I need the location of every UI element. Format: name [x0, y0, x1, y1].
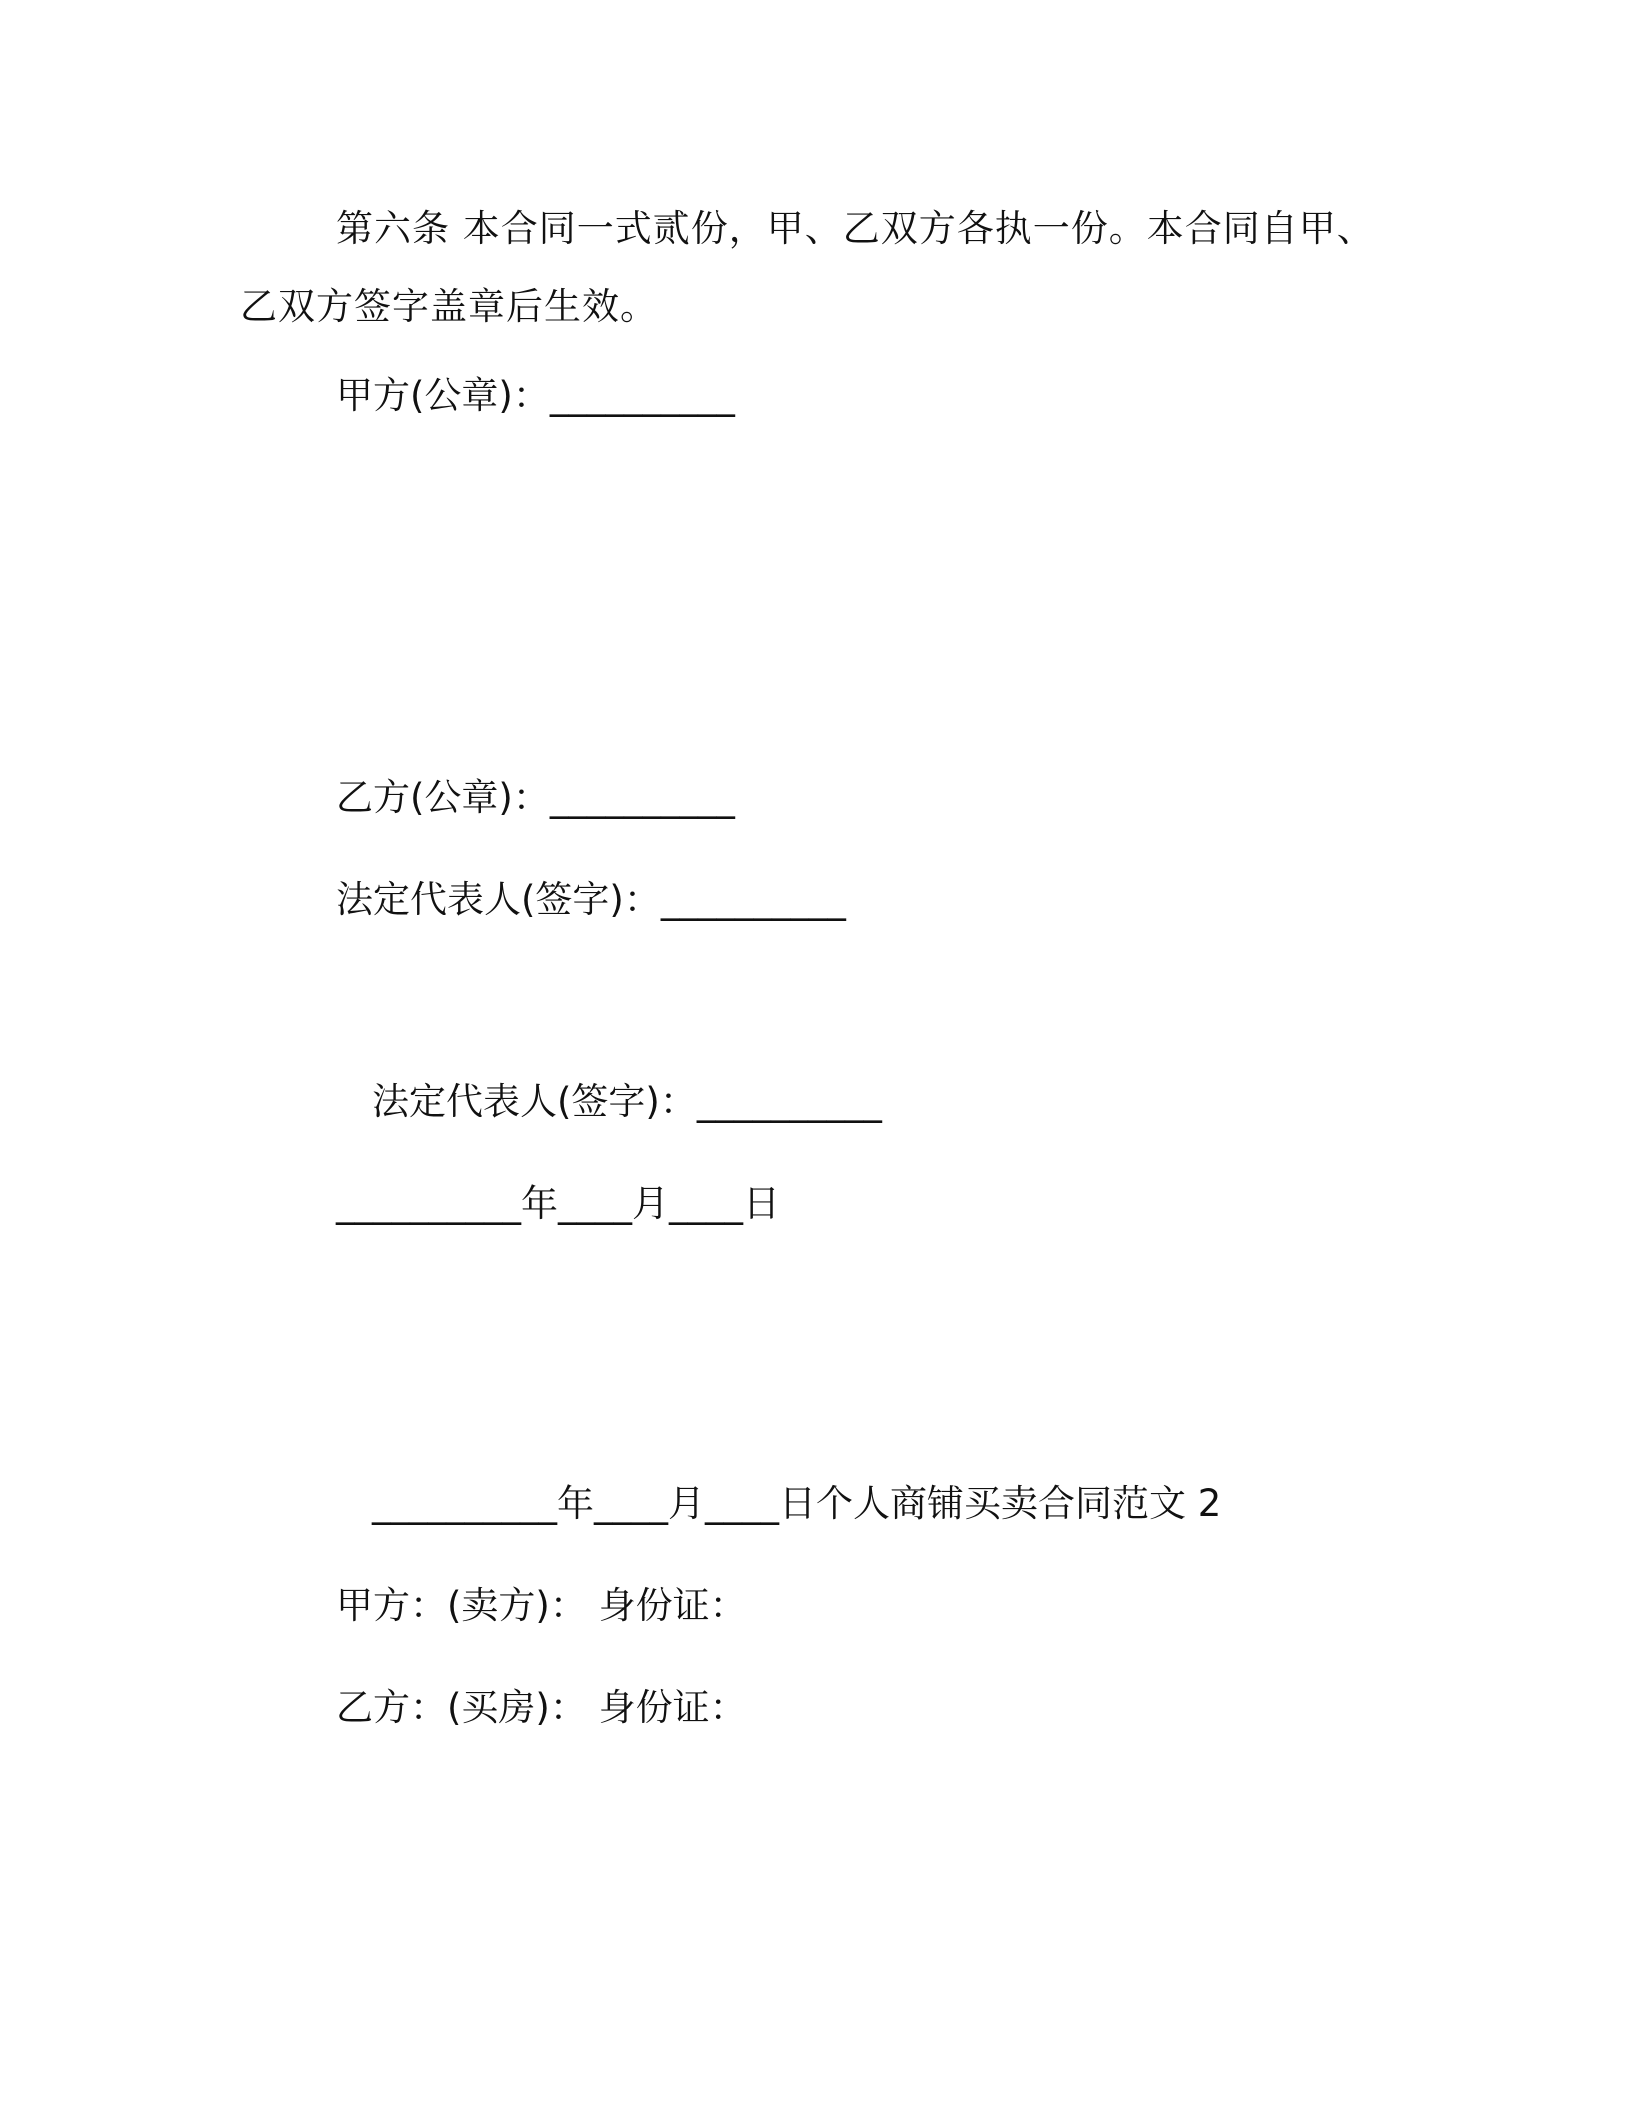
- party-b-seal-line: 乙方(公章)：__________: [336, 776, 735, 819]
- legal-representative-signature-line-2: 法定代表人(签字)：__________: [372, 1080, 882, 1123]
- signing-date-line: __________年____月____日: [336, 1182, 780, 1225]
- clause-six-paragraph: 第六条 本合同一式贰份，甲、乙双方各执一份。本合同自甲、乙双方签字盖章后生效。: [240, 207, 1375, 328]
- legal-representative-signature-line: 法定代表人(签字)：__________: [336, 878, 846, 921]
- contract-title-line: __________年____月____日个人商铺买卖合同范文 2: [372, 1482, 1222, 1525]
- buyer-info-line: 乙方：(买房)： 身份证：: [336, 1686, 747, 1729]
- party-a-seal-line: 甲方(公章)：__________: [336, 374, 735, 417]
- seller-info-line: 甲方：(卖方)： 身份证：: [336, 1584, 747, 1627]
